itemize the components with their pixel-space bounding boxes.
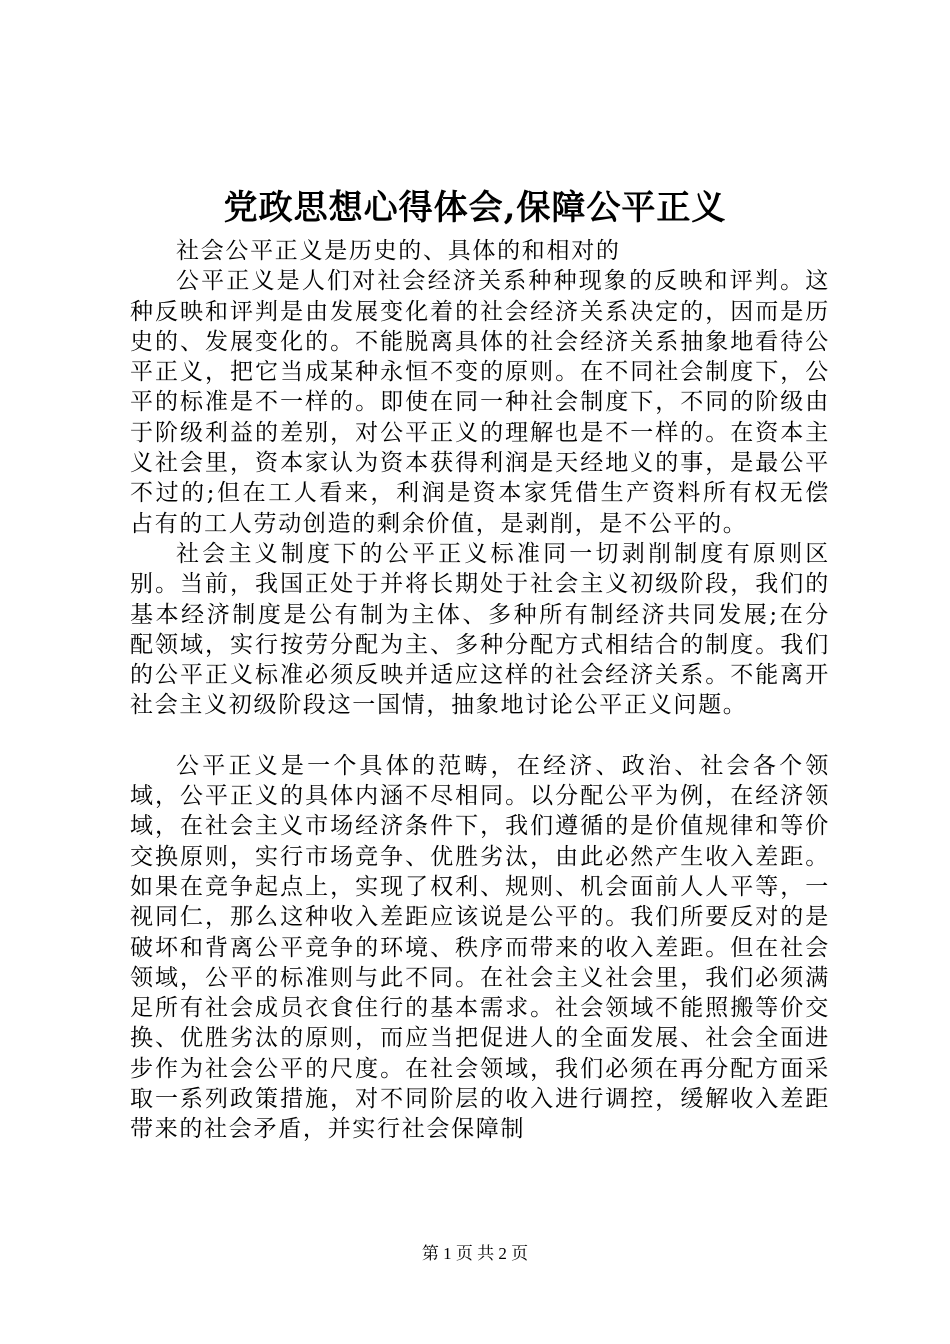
- document-body: [130, 236, 830, 1145]
- body-paragraph: 公平正义是一个具体的范畴，在经济、政治、社会各个领域，公平正义的具体内涵不尽相同。以分配公平为例，在经济领域，在社会主义市场经济条件下，我们遵循的是价值规律和等价交换原则，实行市场竞争、优胜劣汰，由此必然产生收入差距。如果在竞争起点上，实现了权利、规则、机会面前人人平等，一视同仁，那么这种收入差距应该说是公平的。我们所要反对的是破坏和背离公平竞争的环境、秩序而带来的收入差距。但在社会领域，公平的标准则与此不同。在社会主义社会里，我们必须满足所有社会成员衣食住行的基本需求。社会领域不能照搬等价交换、优胜劣汰的原则，而应当把促进人的全面发展、社会全面进步作为社会公平的尺度。在社会领域，我们必须在再分配方面采取一系列政策措施，对不同阶层的收入进行调控，缓解收入差距带来的社会矛盾，并实行社会保障制: [130, 752, 830, 1143]
- page-number: 第 1 页 共 2 页: [421, 1244, 529, 1263]
- section-heading: 社会公平正义是历史的、具体的和相对的: [176, 238, 621, 264]
- body-paragraph: 公平正义是人们对社会经济关系种种现象的反映和评判。这种反映和评判是由发展变化着的社会经济关系决定的，因而是历史的、发展变化的。不能脱离具体的社会经济关系抽象地看待公平正义，把它当成某种永恒不变的原则。在不同社会制度下，公平的标准是不一样的。即使在同一种社会制度下，不同的阶级由于阶级利益的差别，对公平正义的理解也是不一样的。在资本主义社会里，资本家认为资本获得利润是天经地义的事，是最公平不过的;但在工人看来，利润是资本家凭借生产资料所有权无偿占有的工人劳动创造的剩余价值，是剥削，是不公平的。: [130, 268, 830, 537]
- page-title: 党政思想心得体会,保障公平正义: [223, 188, 727, 228]
- body-paragraph: 社会主义制度下的公平正义标准同一切剥削制度有原则区别。当前，我国正处于并将长期处于社会主义初级阶段，我们的基本经济制度是公有制为主体、多种所有制经济共同发展;在分配领域，实行按劳分配为主、多种分配方式相结合的制度。我们的公平正义标准必须反映并适应这样的社会经济关系。不能离开社会主义初级阶段这一国情，抽象地讨论公平正义问题。: [130, 540, 830, 719]
